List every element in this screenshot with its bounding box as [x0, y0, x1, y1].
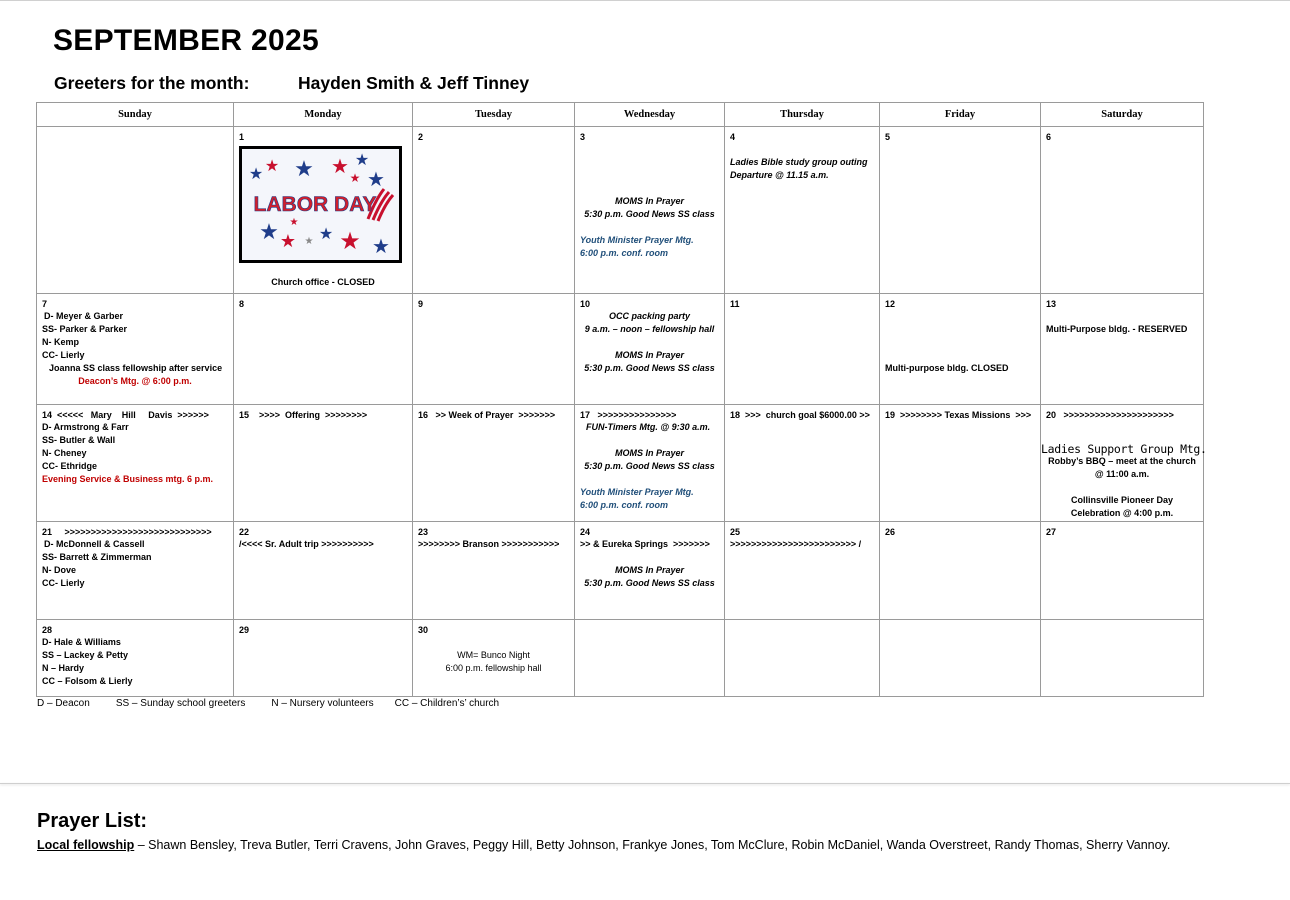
event-line: WM= Bunco Night: [457, 650, 530, 660]
event-line: Celebration @ 4:00 p.m.: [1070, 508, 1174, 518]
day-number: 29: [239, 625, 250, 635]
star-icon: ★: [318, 226, 334, 243]
event-line: >>>>>>>> Branson >>>>>>>>>>>: [418, 539, 560, 549]
day-number: 23: [418, 527, 429, 537]
weekday-wednesday: Wednesday: [575, 103, 725, 127]
greeters-line: [54, 73, 530, 94]
labor-day-graphic: [242, 149, 399, 260]
event-line: OCC packing party: [608, 311, 691, 321]
day-cell-22: [234, 522, 413, 620]
event-line: MOMS In Prayer: [614, 196, 685, 206]
legend-ss: SS – Sunday school greeters: [115, 698, 246, 709]
day-number: 9: [418, 299, 424, 309]
event-line: Youth Minister Prayer Mtg.: [580, 235, 694, 245]
event-line: Church office - CLOSED: [271, 277, 375, 287]
day-cell-5: [880, 127, 1041, 294]
day-number: 8: [239, 299, 245, 309]
week-row-5: [37, 620, 1204, 697]
event-line: Youth Minister Prayer Mtg.: [580, 487, 694, 497]
day-number: 11: [730, 299, 740, 309]
day-cell-25: [725, 522, 880, 620]
event-line: MOMS In Prayer: [614, 565, 685, 575]
day-number: 14 <<<<< Mary Hill Davis >>>>>>: [42, 410, 209, 420]
event-line: FUN-Timers Mtg. @ 9:30 a.m.: [586, 422, 711, 432]
event-line: Collinsville Pioneer Day: [1070, 495, 1174, 505]
day-cell-empty: [37, 127, 234, 294]
page-title: SEPTEMBER 2025: [53, 24, 319, 57]
star-icon: ★: [331, 156, 349, 178]
day-number: 5: [885, 132, 891, 142]
star-icon: ★: [279, 231, 297, 251]
day-cell-29: [234, 620, 413, 697]
prayer-list-names: – Shawn Bensley, Treva Butler, Terri Cravens, John Graves, Peggy Hill, Betty Johnson, Frankye Jones, Tom McClure, Robin McDaniel, Wanda Overstreet, Randy Thomas, Sherry Vannoy.: [134, 838, 1171, 852]
day-number: 12: [885, 299, 896, 309]
day-cell-2: [413, 127, 575, 294]
weekday-monday: Monday: [234, 103, 413, 127]
weekday-sunday: Sunday: [37, 103, 234, 127]
star-icon: ★: [294, 156, 314, 181]
day-cell-15: [234, 405, 413, 522]
star-icon: ★: [304, 236, 314, 247]
event-line: MOMS In Prayer: [614, 350, 685, 360]
day-number: 24: [580, 527, 591, 537]
event-line: Multi-purpose bldg. CLOSED: [885, 363, 1009, 373]
event-line: CC- Lierly: [42, 578, 85, 588]
greeters-names: Hayden Smith & Jeff Tinney: [298, 73, 530, 93]
day-number: 15 >>>> Offering >>>>>>>>: [239, 410, 368, 420]
star-icon: ★: [354, 152, 370, 169]
event-line: N- Dove: [42, 565, 77, 575]
day-number: 22: [239, 527, 250, 537]
event-line: SS – Lackey & Petty: [42, 650, 129, 660]
event-line: Ladies Support Group Mtg.: [1041, 442, 1207, 456]
day-number: 25: [730, 527, 741, 537]
day-number: 19 >>>>>>>> Texas Missions >>>: [885, 410, 1032, 420]
day-number: 18 >>> church goal $6000.00 >>: [730, 410, 870, 420]
event-line: SS- Butler & Wall: [42, 435, 116, 445]
weekday-saturday: Saturday: [1041, 103, 1204, 127]
weekday-header-row: [37, 103, 1204, 127]
day-number: 26: [885, 527, 896, 537]
star-icon: ★: [259, 219, 279, 244]
day-cell-20: [1041, 405, 1207, 522]
event-line: CC – Folsom & Lierly: [42, 676, 133, 686]
day-cell-11: [725, 294, 880, 405]
event-line: SS- Barrett & Zimmerman: [42, 552, 152, 562]
event-line: /<<<< Sr. Adult trip >>>>>>>>>>: [239, 539, 374, 549]
day-cell-8: [234, 294, 413, 405]
event-line: CC- Ethridge: [42, 461, 97, 471]
star-icon: ★: [349, 171, 361, 185]
event-line: Evening Service & Business mtg. 6 p.m.: [42, 474, 214, 484]
day-number: 4: [730, 132, 736, 142]
day-cell-24: [575, 522, 725, 620]
day-cell-16: [413, 405, 575, 522]
day-cell-4: [725, 127, 880, 294]
event-line: Robby’s BBQ – meet at the church: [1048, 456, 1196, 466]
day-number: 21 >>>>>>>>>>>>>>>>>>>>>>>>>>>>: [42, 527, 212, 537]
prayer-list-title: Prayer List:: [37, 810, 148, 832]
day-cell-empty: [725, 620, 880, 697]
star-icon: ★: [248, 166, 264, 183]
event-line: >> & Eureka Springs >>>>>>>: [580, 539, 710, 549]
labor-day-text: LABOR DAY: [253, 193, 377, 216]
day-cell-17: [575, 405, 725, 522]
event-line: Ladies Bible study group outing: [730, 157, 868, 167]
labor-day-image: [239, 146, 402, 263]
event-line: >>>>>>>>>>>>>>>>>>>>>>>> /: [730, 539, 862, 549]
event-line: @ 11:00 a.m.: [1094, 469, 1150, 479]
greeters-label: Greeters for the month:: [54, 73, 250, 93]
star-icon: ★: [372, 236, 390, 258]
weekday-tuesday: Tuesday: [413, 103, 575, 127]
day-cell-empty: [1041, 620, 1204, 697]
calendar-grid: [36, 102, 1207, 697]
day-number: 10: [580, 299, 591, 309]
prayer-list: [37, 838, 1170, 852]
day-cell-26: [880, 522, 1041, 620]
star-icon: ★: [289, 217, 299, 228]
day-cell-7: [37, 294, 234, 405]
week-row-4: [37, 522, 1204, 620]
event-line: Deacon’s Mtg. @ 6:00 p.m.: [78, 376, 192, 386]
event-line: MOMS In Prayer: [614, 448, 685, 458]
page-break: [0, 783, 1290, 784]
event-line: 6:00 p.m. conf. room: [580, 500, 669, 510]
day-cell-empty: [880, 620, 1041, 697]
day-number: 20 >>>>>>>>>>>>>>>>>>>>>: [1046, 410, 1174, 420]
event-line: 6:00 p.m. fellowship hall: [445, 663, 542, 673]
event-line: D- Hale & Williams: [42, 637, 121, 647]
weekday-thursday: Thursday: [725, 103, 880, 127]
day-cell-18: [725, 405, 880, 522]
legend-deacon: D – Deacon: [37, 698, 90, 709]
event-line: SS- Parker & Parker: [42, 324, 128, 334]
day-number: 2: [418, 132, 424, 142]
day-cell-10: [575, 294, 725, 405]
event-line: 9 a.m. – noon – fellowship hall: [584, 324, 715, 334]
event-line: N- Cheney: [42, 448, 87, 458]
day-number: 7: [42, 299, 48, 309]
legend: [37, 698, 499, 709]
top-rule: [0, 0, 1290, 1]
event-line: Departure @ 11.15 a.m.: [730, 170, 829, 180]
day-cell-28: [37, 620, 234, 697]
day-number: 3: [580, 132, 586, 142]
day-cell-empty: [575, 620, 725, 697]
event-line: N – Hardy: [42, 663, 85, 673]
day-number: 27: [1046, 527, 1057, 537]
weekday-friday: Friday: [880, 103, 1041, 127]
day-number: 17 >>>>>>>>>>>>>>>: [580, 410, 677, 420]
event-line: D- Armstrong & Farr: [42, 422, 129, 432]
event-line: 5:30 p.m. Good News SS class: [584, 363, 715, 373]
event-line: D- Meyer & Garber: [44, 311, 124, 321]
day-number: 13: [1046, 299, 1057, 309]
day-cell-1: [234, 127, 413, 294]
week-row-2: [37, 294, 1204, 405]
day-cell-9: [413, 294, 575, 405]
day-cell-19: [880, 405, 1041, 522]
day-number: 30: [418, 625, 429, 635]
legend-nursery: N – Nursery volunteers: [271, 698, 374, 709]
legend-cc: CC – Children’s’ church: [394, 698, 500, 709]
event-line: D- McDonnell & Cassell: [44, 539, 145, 549]
day-number: 1: [239, 132, 245, 142]
star-icon: ★: [339, 228, 361, 255]
day-cell-21: [37, 522, 234, 620]
event-line: 6:00 p.m. conf. room: [580, 248, 669, 258]
event-line: N- Kemp: [42, 337, 80, 347]
event-line: Joanna SS class fellowship after service: [49, 363, 223, 373]
prayer-list-label: Local fellowship: [37, 838, 135, 852]
day-number: 6: [1046, 132, 1052, 142]
day-number: 28: [42, 625, 53, 635]
week-row-1: [37, 127, 1204, 294]
day-cell-27: [1041, 522, 1204, 620]
star-icon: ★: [264, 158, 280, 175]
day-cell-13: [1041, 294, 1204, 405]
week-row-3: [37, 405, 1204, 522]
star-icon: ★: [367, 169, 385, 191]
event-line: 5:30 p.m. Good News SS class: [584, 461, 715, 471]
day-cell-6: [1041, 127, 1204, 294]
event-line: Multi-Purpose bldg. - RESERVED: [1046, 324, 1188, 334]
event-line: 5:30 p.m. Good News SS class: [584, 578, 715, 588]
day-cell-3: [575, 127, 725, 294]
day-cell-12: [880, 294, 1041, 405]
day-cell-23: [413, 522, 575, 620]
event-line: CC- Lierly: [42, 350, 85, 360]
day-cell-14: [37, 405, 234, 522]
day-cell-30: [413, 620, 575, 697]
event-line: 5:30 p.m. Good News SS class: [584, 209, 715, 219]
day-number: 16 >> Week of Prayer >>>>>>>: [418, 410, 556, 420]
